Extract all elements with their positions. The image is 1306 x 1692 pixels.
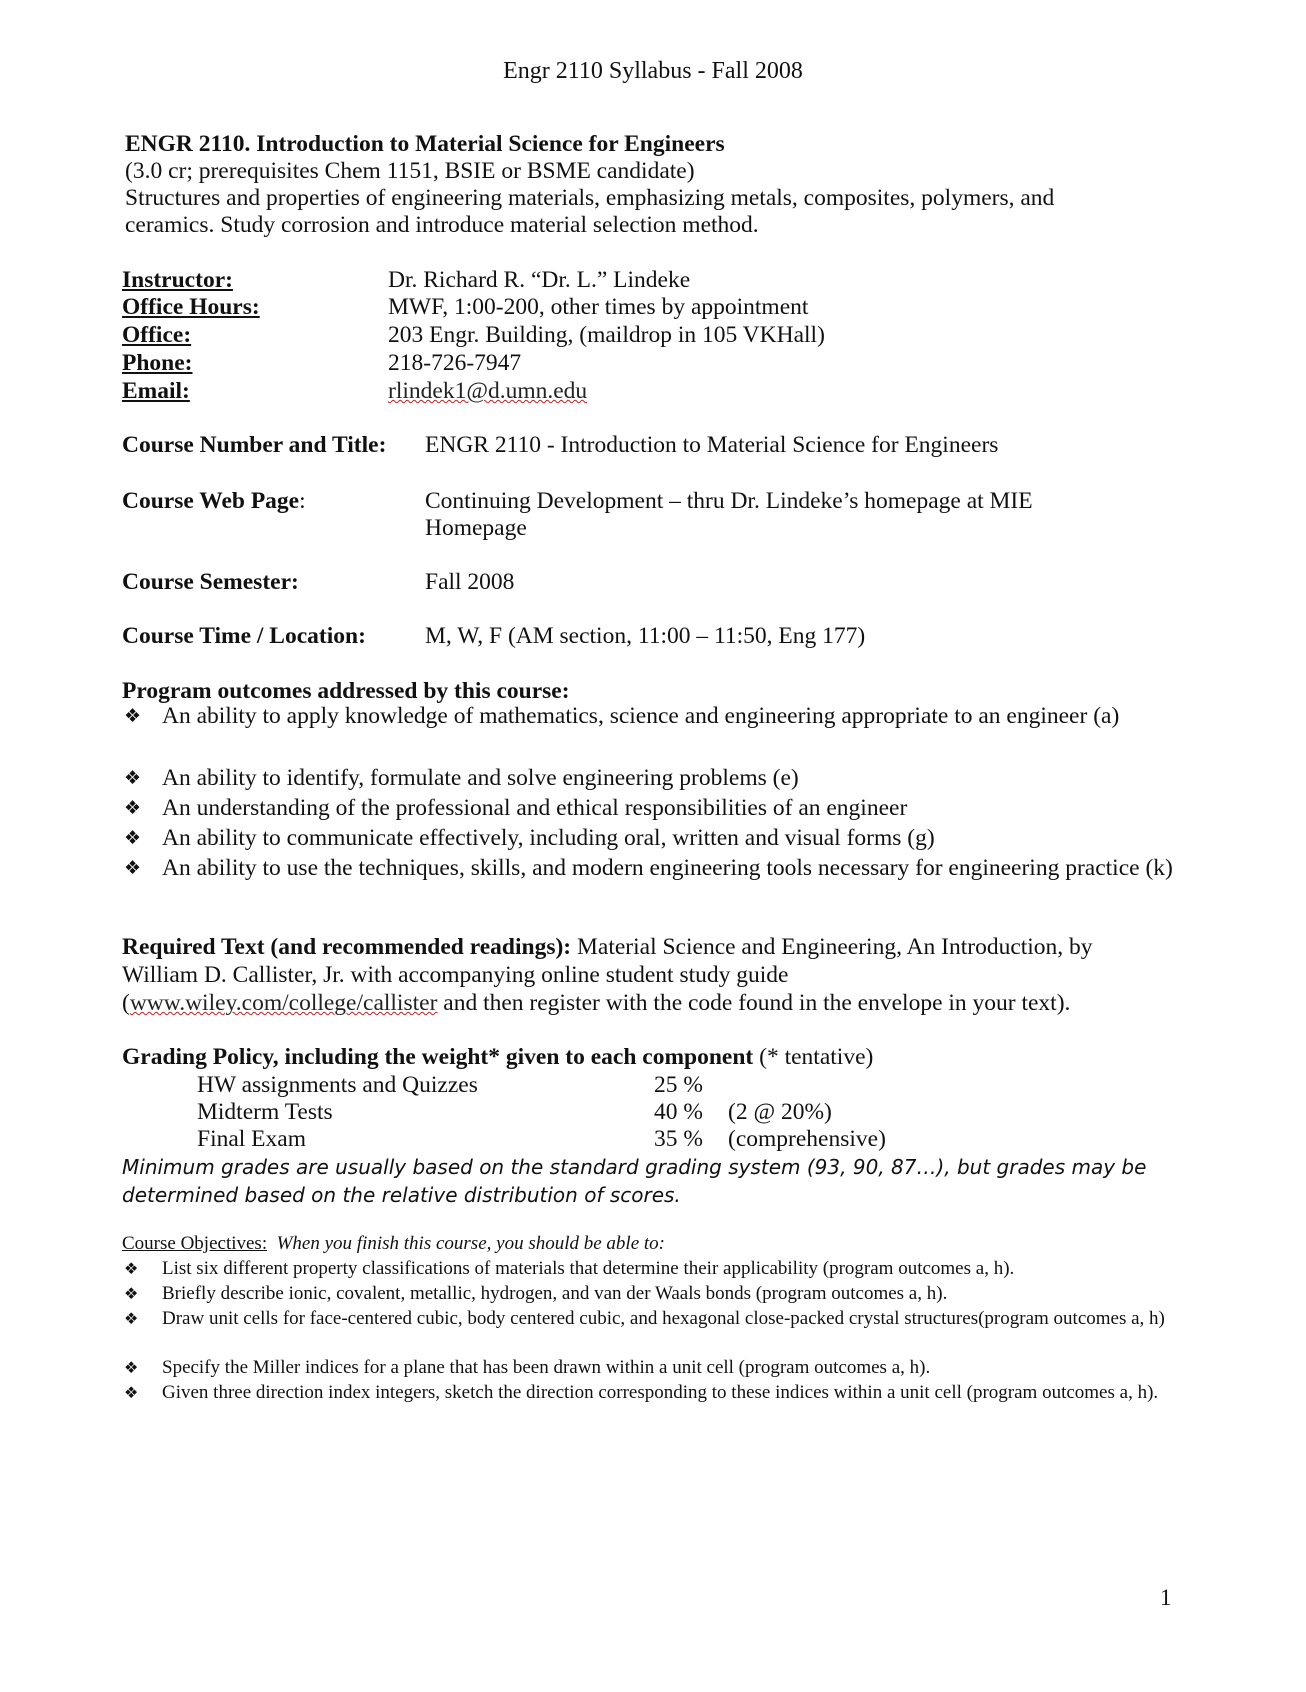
course-web-page-value-line2: Homepage [425,515,527,541]
objective-text: List six different property classifications of materials that determine their applicability (program outcomes a, h). [162,1258,1015,1279]
required-text-line2: William D. Callister, Jr. with accompanying online student study guide [122,962,789,988]
paren-open: ( [122,990,130,1016]
course-time-label: Course Time / Location: [122,623,366,649]
objective-text: Briefly describe ionic, covalent, metallic, hydrogen, and van der Waals bonds (program outcomes a, h). [162,1283,948,1304]
office-value: 203 Engr. Building, (maildrop in 105 VKHall) [388,322,825,348]
grading-item: Final Exam [197,1126,306,1152]
course-credits: (3.0 cr; prerequisites Chem 1151, BSIE or BSME candidate) [125,158,695,184]
diamond-bullet-icon: ❖ [124,1383,139,1402]
course-web-page-label: Course Web Page [122,488,300,514]
diamond-bullet-icon: ❖ [124,1284,139,1303]
outcomes-heading: Program outcomes addressed by this course: [122,678,570,704]
grading-weight: 25 % [654,1072,703,1098]
phone-label: Phone: [122,350,193,376]
diamond-bullet-icon: ❖ [124,857,142,879]
grading-weight: 40 % [654,1099,703,1125]
diamond-bullet-icon: ❖ [124,767,142,789]
course-semester-value: Fall 2008 [425,569,515,595]
required-text-line3 [122,989,1070,1017]
email-link[interactable]: rlindek1@d.umn.edu [388,378,588,404]
office-hours-value: MWF, 1:00-200, other times by appointment [388,294,809,320]
course-title: ENGR 2110. Introduction to Material Science for Engineers [125,131,725,157]
diamond-bullet-icon: ❖ [124,1309,139,1328]
course-description-line2: ceramics. Study corrosion and introduce material selection method. [125,212,759,238]
course-web-page-value-line1: Continuing Development – thru Dr. Lindeke’s homepage at MIE [425,488,1033,514]
objective-item [124,1306,1184,1332]
grading-note: (2 @ 20%) [728,1099,832,1125]
diamond-bullet-icon: ❖ [124,827,142,849]
outcome-text: An ability to identify, formulate and solve engineering problems (e) [162,765,799,791]
grading-item: HW assignments and Quizzes [197,1072,478,1098]
page-number: 1 [1160,1585,1172,1610]
diamond-bullet-icon: ❖ [124,797,142,819]
grading-note-line1: Minimum grades are usually based on the standard grading system (93, 90, 87…), but grades may be [122,1155,1147,1179]
objective-text: Specify the Miller indices for a plane that has been drawn within a unit cell (program outcomes a, h). [162,1357,931,1378]
register-text: and then register with the code found in the envelope in your text). [437,990,1071,1016]
outcome-item [124,701,1184,732]
required-text-title: Material Science and Engineering, An Introduction, by [571,934,1093,960]
diamond-bullet-icon: ❖ [124,705,142,727]
course-description-line1: Structures and properties of engineering materials, emphasizing metals, composites, polymers, and [125,185,1055,211]
outcome-text: An understanding of the professional and ethical responsibilities of an engineer [162,795,908,821]
wiley-link[interactable]: www.wiley.com/college/callister [129,990,438,1016]
objective-item [124,1256,1184,1282]
grading-note-line2: determined based on the relative distribution of scores. [122,1183,681,1207]
grading-item: Midterm Tests [197,1099,333,1125]
course-web-page-label-wrap [122,487,306,515]
office-hours-label: Office Hours: [122,294,260,320]
grading-note: (comprehensive) [728,1126,886,1152]
diamond-bullet-icon: ❖ [124,1358,139,1377]
objective-item [124,1380,1184,1406]
grading-weight: 35 % [654,1126,703,1152]
course-web-page-colon: : [299,488,306,514]
required-text-label: Required Text (and recommended readings): [122,934,572,960]
outcome-text: An ability to apply knowledge of mathematics, science and engineering appropriate to an engineer (a) [162,703,1120,729]
course-number-label: Course Number and Title: [122,432,387,458]
instructor-label: Instructor: [122,267,233,293]
email-label: Email: [122,378,190,404]
outcome-item [124,793,1184,824]
objectives-label: Course Objectives: [122,1233,268,1254]
outcome-item [124,763,1184,794]
course-semester-label: Course Semester: [122,569,299,595]
outcome-item [124,853,1184,884]
outcome-text: An ability to communicate effectively, including oral, written and visual forms (g) [162,825,935,851]
office-label: Office: [122,322,192,348]
course-time-value: M, W, F (AM section, 11:00 – 11:50, Eng 177) [425,623,866,649]
course-number-value: ENGR 2110 - Introduction to Material Science for Engineers [425,432,999,458]
page-header: Engr 2110 Syllabus - Fall 2008 [503,58,803,84]
objectives-intro: When you finish this course, you should be able to: [276,1233,665,1254]
outcome-text: An ability to use the techniques, skills, and modern engineering tools necessary for engineering practice (k) [162,855,1173,881]
diamond-bullet-icon: ❖ [124,1259,139,1278]
grading-tentative: (* tentative) [753,1044,874,1070]
objective-text: Draw unit cells for face-centered cubic, body centered cubic, and hexagonal close-packed crystal structures(program outcomes a, h) [162,1308,1165,1329]
objective-item [124,1281,1184,1307]
required-text-line1 [122,933,1093,961]
objective-item [124,1355,1184,1381]
phone-value: 218-726-7947 [388,350,522,376]
objective-text: Given three direction index integers, sketch the direction corresponding to these indices within a unit cell (program outcomes a, h). [162,1382,1159,1403]
grading-heading-line [122,1043,873,1071]
objectives-heading-line [122,1232,665,1256]
grading-heading: Grading Policy, including the weight* given to each component [122,1044,754,1070]
outcome-item [124,823,1184,854]
instructor-value: Dr. Richard R. “Dr. L.” Lindeke [388,267,691,293]
